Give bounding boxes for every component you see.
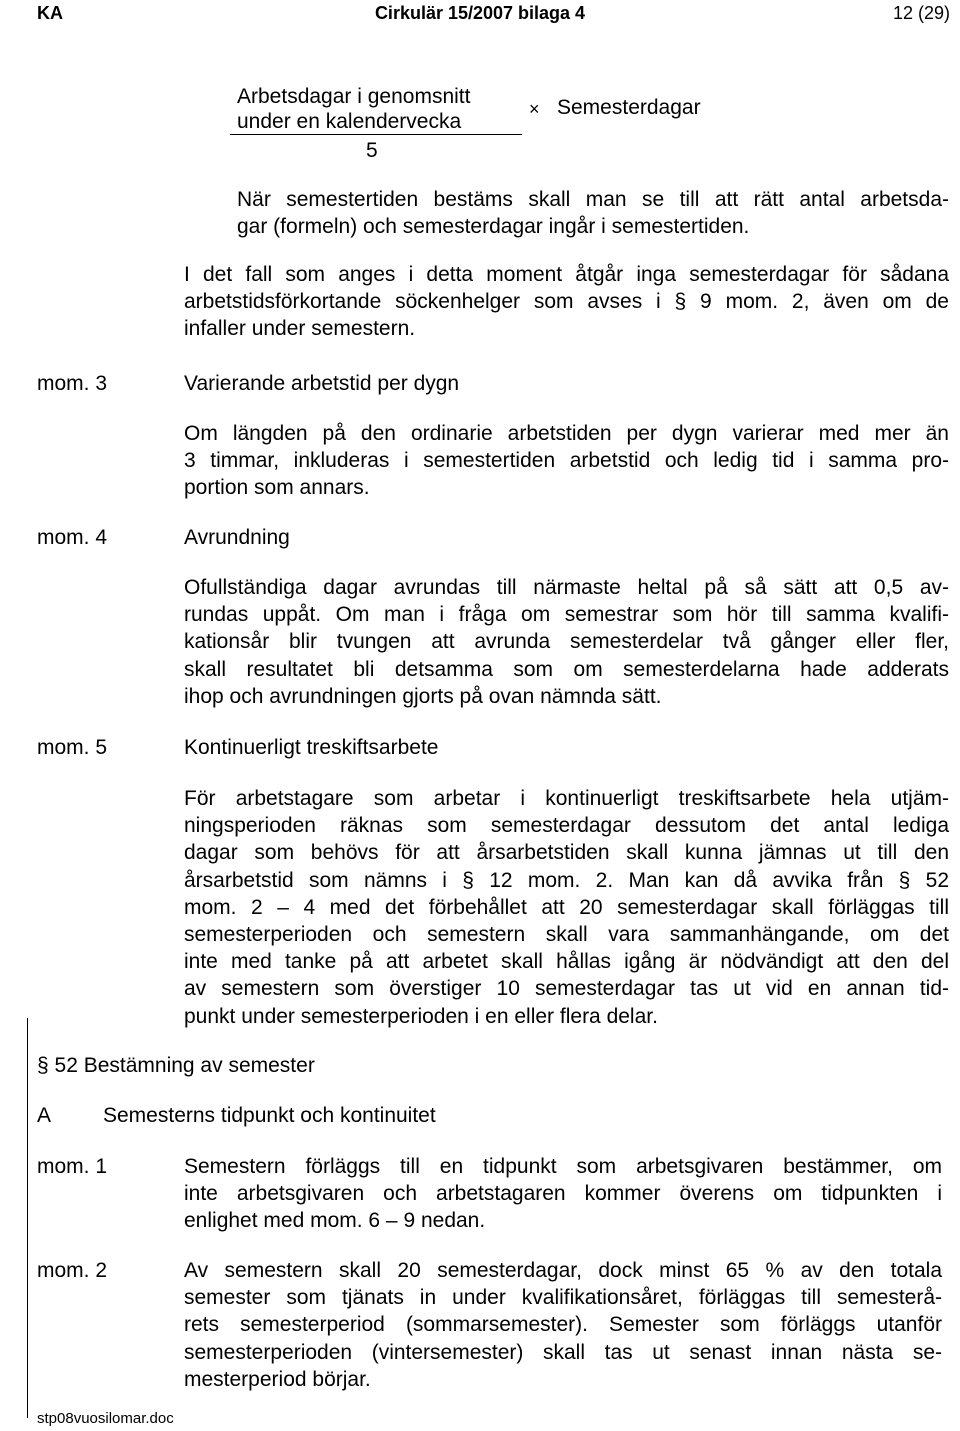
paragraph-line: punkt under semesterperioden i en eller flera delar. [184, 1004, 658, 1028]
change-bar [27, 1018, 28, 1418]
paragraph-line: För arbetstagare som arbetar i kontinuerligt treskiftsarbete hela utjäm- [184, 787, 949, 810]
paragraph-line: ningsperioden räknas som semesterdagar dessutom det antal lediga [184, 814, 949, 838]
paragraph-line: dagar som behövs för att årsarbetstiden skall kunna jämnas ut till den [184, 841, 949, 865]
formula-denominator: 5 [366, 139, 378, 162]
paragraph-line: inte arbetsgivaren och arbetstagaren kommer överens om tidpunkten i [184, 1182, 942, 1206]
mom4-label: mom. 4 [37, 526, 108, 549]
mom5-heading: Kontinuerligt treskiftsarbete [184, 736, 439, 759]
paragraph-line: arbetstidsförkortande söckenhelger som avses i § 9 mom. 2, även om de [184, 290, 949, 314]
paragraph-line: Om längden på den ordinarie arbetstiden per dygn varierar med mer än [184, 422, 949, 445]
paragraph-line: inte med tanke på att arbetet skall hållas igång är nödvändigt att den del [184, 950, 949, 974]
mom5-label: mom. 5 [37, 736, 108, 759]
moma2-label: mom. 2 [37, 1259, 108, 1282]
paragraph-line: semesterperioden (vintersemester) skall tas ut senast innan nästa se- [184, 1340, 942, 1364]
mom5-body [184, 785, 949, 1030]
header-page-number: 12 (29) [892, 3, 950, 23]
section-52-title: § 52 Bestämning av semester [37, 1054, 315, 1077]
paragraph-line: enlighet med mom. 6 – 9 nedan. [184, 1209, 486, 1233]
paragraph-line: semesterperioden och semestern skall vara sammanhängande, om det [184, 923, 949, 947]
paragraph-line: I det fall som anges i detta moment åtgår inga semesterdagar för sådana [184, 263, 949, 286]
mom3-label: mom. 3 [37, 372, 108, 395]
paragraph-line: skall resultatet bli detsamma som om semesterdelarna hade adderats [184, 657, 949, 681]
paragraph-line: rets semesterperiod (sommarsemester). Semester som förläggs utanför [184, 1313, 942, 1337]
section-a-title: Semesterns tidpunkt och kontinuitet [103, 1104, 436, 1127]
multiply-icon: × [529, 99, 540, 119]
paragraph-line: infaller under semestern. [184, 317, 416, 341]
paragraph-formula-note [237, 186, 949, 240]
paragraph-line: semester som tjänats in under kvalifikationsåret, förläggas till semesterå- [184, 1286, 942, 1310]
paragraph-line: av semestern som överstiger 10 semesterdagar tas ut vid en annan tid- [184, 977, 949, 1001]
paragraph-line: rundas uppåt. Om man i fråga om semestrar som hör till samma kvalifi- [184, 603, 949, 627]
paragraph-line: mesterperiod börjar. [184, 1367, 371, 1391]
moma1-label: mom. 1 [37, 1155, 108, 1178]
footer-filename: stp08vuosilomar.doc [37, 1410, 174, 1427]
formula-numerator-line2: under en kalendervecka [237, 110, 462, 133]
header-title: Cirkulär 15/2007 bilaga 4 [374, 3, 586, 23]
paragraph-line: mom. 2 – 4 med det förbehållet att 20 semesterdagar skall förläggas till [184, 895, 949, 919]
moma2-body [184, 1257, 942, 1393]
paragraph-holidays [184, 261, 949, 343]
mom3-heading: Varierande arbetstid per dygn [184, 372, 460, 395]
mom4-body [184, 574, 949, 710]
moma1-body [184, 1153, 942, 1235]
paragraph-line: årsarbetstid som nämns i § 12 mom. 2. Man kan då avvika från § 52 [184, 868, 949, 892]
formula-numerator-line1: Arbetsdagar i genomsnitt [237, 85, 471, 108]
mom4-heading: Avrundning [184, 526, 290, 549]
paragraph-line: När semestertiden bestäms skall man se till att rätt antal arbetsda- [237, 188, 949, 211]
header-org: KA [37, 3, 63, 23]
section-a-letter: A [37, 1104, 52, 1127]
paragraph-line: ihop och avrundningen gjorts på ovan nämnda sätt. [184, 684, 662, 708]
paragraph-line: Ofullständiga dagar avrundas till närmaste heltal på så sätt att 0,5 av- [184, 576, 949, 599]
paragraph-line: Semestern förläggs till en tidpunkt som arbetsgivaren bestämmer, om [184, 1155, 942, 1178]
mom3-body [184, 420, 949, 502]
formula-result: Semesterdagar [557, 96, 701, 119]
paragraph-line: Av semestern skall 20 semesterdagar, dock minst 65 % av den totala [184, 1259, 942, 1282]
fraction-line [230, 134, 522, 135]
paragraph-line: gar (formeln) och semesterdagar ingår i semestertiden. [237, 215, 750, 239]
paragraph-line: kationsår blir tvungen att avrunda semesterdelar två gånger eller fler, [184, 630, 949, 654]
paragraph-line: 3 timmar, inkluderas i semestertiden arbetstid och ledig tid i samma pro- [184, 449, 949, 473]
paragraph-line: portion som annars. [184, 476, 370, 500]
